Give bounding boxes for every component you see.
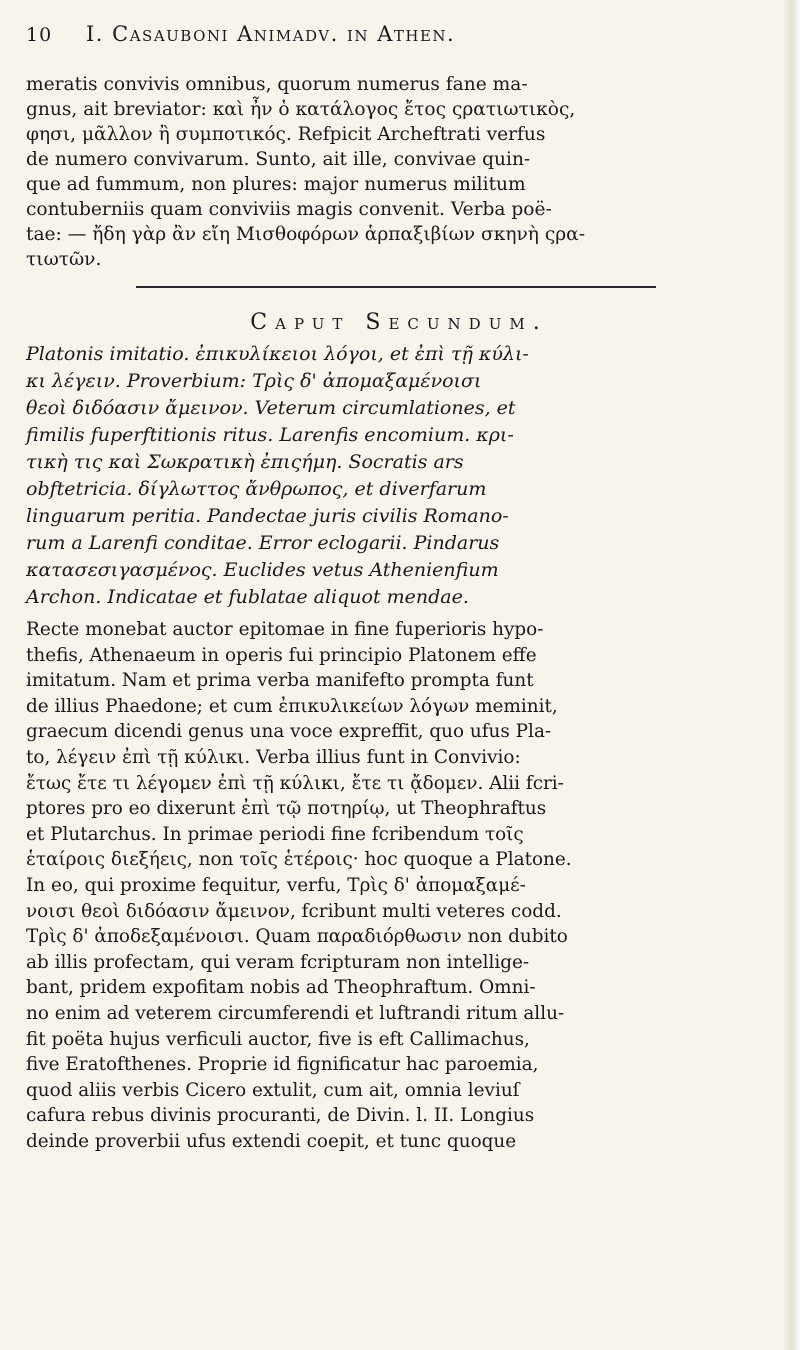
body-line: ἑταίροις διεξήεις, non τοῖς ἑτέροις· hoc quoque a Platone. [26, 849, 572, 871]
summary-line: fimilis fuperftitionis ritus. Larenfis encomium. κρι- [26, 424, 514, 446]
body-line: quod aliis verbis Cicero extulit, cum ait, omnia leviuſ [26, 1079, 520, 1101]
body-line: bant, pridem expofitam nobis ad Theophraftum. Omni- [26, 977, 536, 999]
body-line: cafura rebus divinis procuranti, de Divin. l. II. Longius [26, 1105, 535, 1127]
chapter-summary [26, 341, 772, 611]
intro-paragraph [26, 72, 772, 272]
summary-line: θεοὶ διδόασιν ἄμεινον. Veterum circumlationes, et [26, 397, 516, 419]
body-line: thefis, Athenaeum in operis fui principio Platonem effe [26, 644, 537, 666]
summary-line: Platonis imitatio. ἐπικυλίκειοι λόγοι, et ἐπὶ τῇ κύλι- [26, 343, 529, 365]
running-title: I. Casauboni Animadv. in Athen. [86, 22, 456, 46]
page-edge [784, 0, 800, 1350]
body-line: ἔτως ἔτε τι λέγομεν ἐπὶ τῇ κύλικι, ἔτε τι ᾄδομεν. Alii fcri- [26, 772, 564, 794]
body-line: five Eratofthenes. Proprie id fignificatur hac paroemia, [26, 1054, 539, 1076]
body-line: graecum dicendi genus una voce expreffit, quo ufus Pla- [26, 721, 552, 743]
summary-line: τικὴ τις καὶ Σωκρατικὴ ἐπιςήμη. Socratis ars [26, 451, 464, 473]
summary-line: linguarum peritia. Pandectae juris civilis Romano- [26, 505, 509, 527]
body-line: imitatum. Nam et prima verba manifefto prompta funt [26, 670, 534, 692]
summary-line: obftetricia. δίγλωττος ἄνθρωπος, et diverfarum [26, 478, 487, 500]
text-line: de numero convivarum. Sunto, ait ille, convivae quin- [26, 149, 531, 170]
body-line: In eo, qui proxime fequitur, verfu, Τρὶς δ' ἀπομαξαμέ- [26, 874, 526, 896]
body-line: ptores pro eo dixerunt ἐπὶ τῷ ποτηρίῳ, ut Theophraftus [26, 798, 547, 820]
text-line: gnus, ait breviator: καὶ ἦν ὁ κατάλογος ἔτος ςρατιωτικὸς, [26, 99, 576, 120]
body-line: Recte monebat auctor epitomae in fine fuperioris hypo- [26, 619, 544, 640]
body-line: ab illis profectam, qui veram fcripturam non intellige- [26, 951, 530, 973]
summary-line: κι λέγειν. Proverbium: Τρὶς δ' ἀπομαξαμένοισι [26, 370, 482, 392]
text-line: φησι, μᾶλλον ἢ συμποτικός. Refpicit Archeftrati verfus [26, 124, 546, 145]
body-line: Τρὶς δ' ἀποδεξαμένοισι. Quam παραδιόρθωσιν non dubito [26, 926, 568, 948]
body-line: et Plutarchus. In primae periodi fine fcribendum τοῖς [26, 823, 524, 845]
body-line: νοισι θεοὶ διδόασιν ἄμεινον, fcribunt multi veteres codd. [26, 900, 562, 922]
body-paragraph [26, 617, 772, 1154]
summary-line: Archon. Indicatae et fublatae aliquot mendae. [26, 586, 469, 608]
body-line: deinde proverbii ufus extendi coepit, et tunc quoque [26, 1130, 517, 1152]
summary-line: rum a Larenfi conditae. Error eclogarii. Pindarus [26, 532, 500, 554]
text-line: tae: — ἤδη γὰρ ἂν εἴη Μισθοφόρων ἁρπαξιβίων σκηνὴ ςρα- [26, 224, 586, 245]
section-rule [136, 286, 656, 288]
running-head [26, 22, 772, 46]
text-line: meratis convivis omnibus, quorum numerus fane ma- [26, 74, 528, 95]
summary-line: κατασεσιγασμένος. Euclides vetus Athenienfium [26, 559, 499, 581]
body-line: de illius Phaedone; et cum ἐπικυλικείων λόγων meminit, [26, 695, 558, 717]
text-line: τιωτῶν. [26, 249, 102, 270]
text-line: contuberniis quam conviviis magis convenit. Verba poë- [26, 199, 552, 220]
text-line: que ad fummum, non plures: major numerus militum [26, 174, 526, 195]
body-line: to, λέγειν ἐπὶ τῇ κύλικι. Verba illius funt in Convivio: [26, 746, 521, 768]
page-number: 10 [26, 24, 53, 46]
body-line: no enim ad veterem circumferendi et luftrandi ritum allu- [26, 1002, 565, 1024]
body-line: fit poëta hujus verficuli auctor, five is eft Callimachus, [26, 1028, 530, 1050]
chapter-heading: Caput Secundum. [250, 310, 548, 335]
